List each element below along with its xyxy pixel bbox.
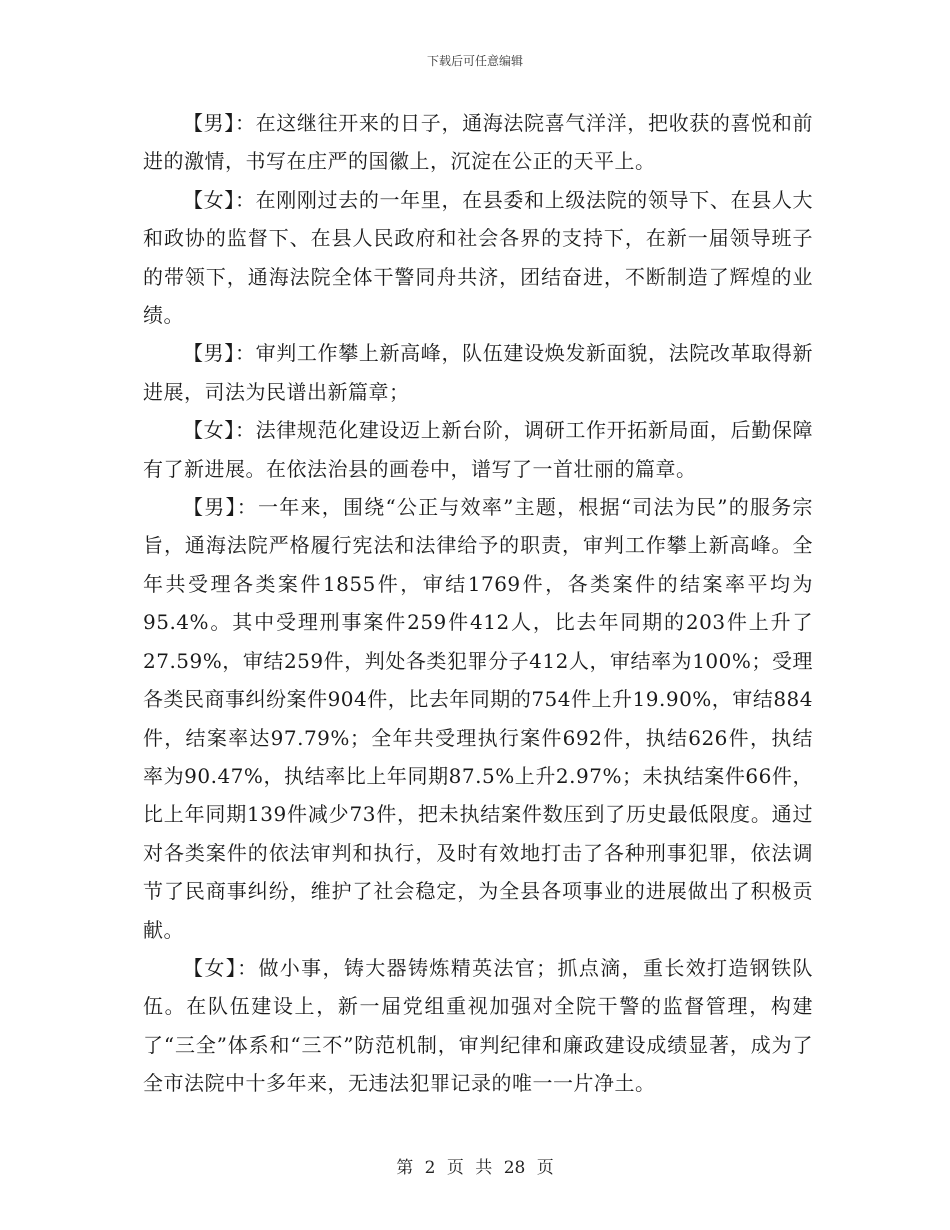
page-header: 下载后可任意编辑 xyxy=(426,54,523,68)
paragraph-female-3: 【女】：做小事，铸大器铸炼精英法官；抓点滴，重长效打造钢铁队伍。在队伍建设上，新一届党组重视加强对全院干警的监督管理，构建了“三全”体系和“三不”防范机制，审判纪律和廉政建设成绩显著，成为了全市法院中十多年来，无违法犯罪记录的唯一一片净土。 xyxy=(143,955,813,1096)
paragraph-male-3: 【男】：一年来，围绕“公正与效率”主题，根据“司法为民”的服务宗旨，通海法院严格履行宪法和法律给予的职责，审判工作攀上新高峰。全年共受理各类案件1855件，审结1769件，各类案件的结案率平均为95.4%。其中受理刑事案件259件412人，比去年同期的203件上升了27.59%，审结259件，判处各类犯罪分子412人，审结率为100%；受理各类民商事纠纷案件904件，比去年同期的754件上升19.90%，审结884件，结案率达97.79%；全年共受理执行案件692件，执结626件，执结率为90.47%，执结率比上年同期87.5%上升2.97%；未执结案件66件，比上年同期139件减少73件，把未执结案件数压到了历史最低限度。通过对各类案件的依法审判和执行，及时有效地打击了各种刑事犯罪，依法调节了民商事纠纷，维护了社会稳定，为全县各项事业的进展做出了积极贡献。 xyxy=(143,495,813,942)
document-body xyxy=(143,104,813,1103)
paragraph-female-1: 【女】：在刚刚过去的一年里，在县委和上级法院的领导下、在县人大和政协的监督下、在县人民政府和社会各界的支持下，在新一届领导班子的带领下，通海法院全体干警同舟共济，团结奋进，不断制造了辉煌的业绩。 xyxy=(143,187,813,328)
page-number-footer: 第 2 页 共 28 页 xyxy=(396,1158,554,1178)
paragraph-male-1: 【男】：在这继往开来的日子，通海法院喜气洋洋，把收获的喜悦和前进的激情，书写在庄严的国徽上，沉淀在公正的天平上。 xyxy=(143,111,813,174)
paragraph-male-2: 【男】：审判工作攀上新高峰，队伍建设焕发新面貌，法院改革取得新进展，司法为民谱出新篇章； xyxy=(143,341,813,404)
paragraph-female-2: 【女】：法律规范化建设迈上新台阶，调研工作开拓新局面，后勤保障有了新进展。在依法治县的画卷中，谱写了一首壮丽的篇章。 xyxy=(143,418,813,481)
